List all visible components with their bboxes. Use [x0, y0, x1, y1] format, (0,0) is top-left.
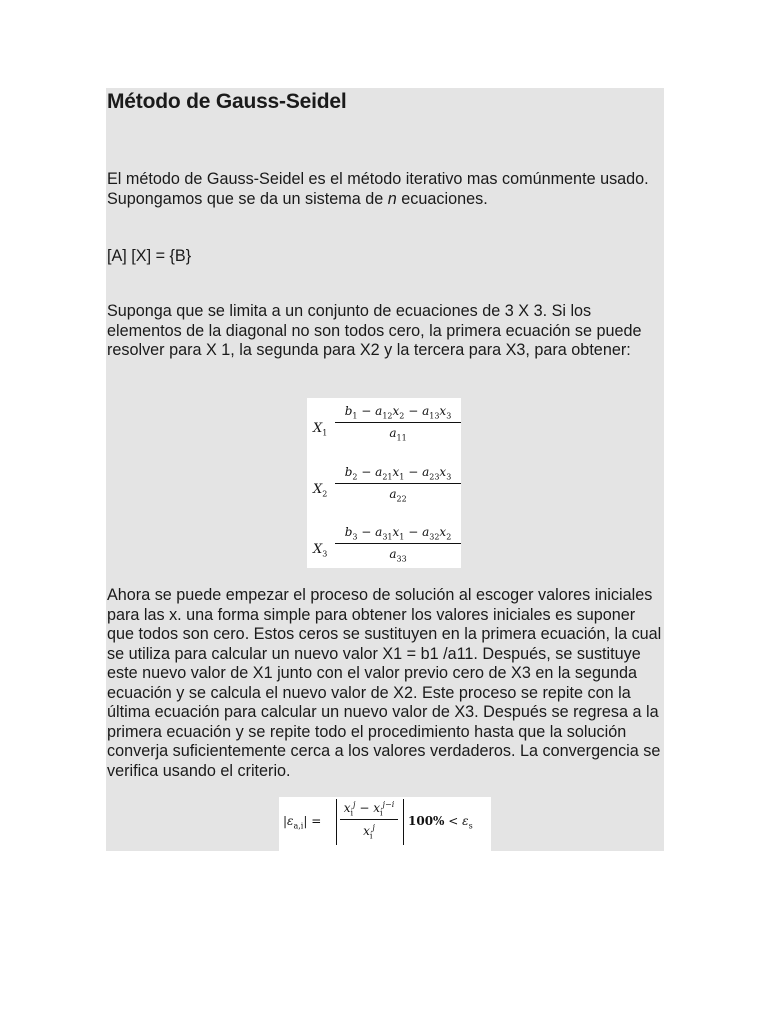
- equation-x1-fraction: [335, 404, 461, 443]
- equation-x2: [313, 465, 461, 515]
- criterion-denominator: $x_i^j$: [363, 823, 375, 841]
- equation-x2-numerator: $b_2 - a_{21}x_1 - a_{23}x_3$: [335, 465, 461, 484]
- equation-x3-lhs: $X_3$: [313, 542, 328, 559]
- intro-paragraph: [107, 170, 662, 209]
- equation-x1-lhs: $X_1$: [313, 421, 328, 438]
- criterion-abs-bar-right: [403, 799, 404, 845]
- equation-x3-denominator: $a_{33}$: [389, 547, 407, 564]
- criterion-percent: 100%: [408, 814, 445, 828]
- criterion-rhs: $100\% < \varepsilon_s$: [408, 814, 473, 831]
- matrix-equation: [A] [X] = {B}: [107, 247, 192, 265]
- criterion-lhs: $|\varepsilon_{a,i}|$ =: [283, 814, 322, 831]
- equation-x1-denominator: $a_{11}$: [389, 426, 407, 443]
- intro-text-start: El método de Gauss-Seidel es el método iterativo mas comúnmente usado. Supongamos que se da un sistema de: [107, 170, 649, 208]
- setup-paragraph: Suponga que se limita a un conjunto de ecuaciones de 3 X 3. Si los elementos de la diagonal no son todos cero, la primera ecuación se puede resolver para X 1, la segunda para X2 y la tercera para X3, para obtener:: [107, 302, 642, 359]
- criterion-numerator: $x_i^j - x_i^{j-i}$: [340, 800, 398, 820]
- intro-italic-n: n: [387, 189, 397, 208]
- criterion-fraction: [340, 800, 398, 841]
- equations-image: [307, 398, 461, 568]
- criterion-abs-bar-left: [336, 799, 337, 845]
- equation-x2-fraction: [335, 465, 461, 504]
- page-title: Método de Gauss-Seidel: [107, 90, 347, 113]
- procedure-paragraph: Ahora se puede empezar el proceso de solución al escoger valores iniciales para las x. una forma simple para obtener los valores iniciales es suponer que todos son cero. Estos ceros se sustituyen en la primera ecuación, la cual se utiliza para calcular un nuevo valor X1 = b1 /a11. Después, se sustituye este nuevo valor de X1 junto con el valor previo cero de X3 en la segunda ecuación y se calcula el nuevo valor de X2. Este proceso se repite con la última ecuación para calcular un nuevo valor de X3. Después se regresa a la primera ecuación y se repite todo el procedimiento hasta que la solución converja suficientemente cerca a los valores verdaderos. La convergencia se verifica usando el criterio.: [107, 586, 662, 780]
- convergence-criterion-image: [279, 797, 491, 851]
- equation-x2-lhs: $X_2$: [313, 482, 328, 499]
- equation-x3-numerator: $b_3 - a_{31}x_1 - a_{32}x_2$: [335, 525, 461, 544]
- equation-x3-fraction: [335, 525, 461, 564]
- equation-x1: [313, 404, 461, 454]
- equation-x1-numerator: $b_1 - a_{12}x_2 - a_{13}x_3$: [335, 404, 461, 423]
- equation-x3: [313, 525, 461, 575]
- equation-x2-denominator: $a_{22}$: [389, 487, 407, 504]
- intro-text-end: ecuaciones.: [396, 189, 488, 208]
